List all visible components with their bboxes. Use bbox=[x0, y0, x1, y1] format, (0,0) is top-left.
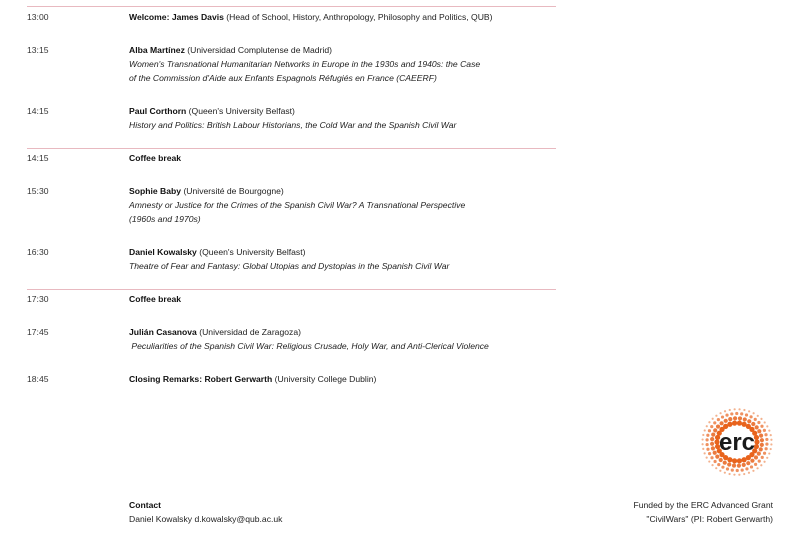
erc-logo-dot bbox=[742, 463, 746, 467]
talk-title: Women's Transnational Humanitarian Networks in Europe in the 1930s and 1940s: the Case of the Commission d'Aide aux Enfants Espagnols Réfugiés en France (CAEERF) bbox=[129, 59, 481, 83]
entry-time: 15:30 bbox=[27, 186, 49, 196]
erc-logo-dot bbox=[748, 472, 750, 474]
erc-logo-dot bbox=[736, 469, 739, 472]
entry-affiliation: (Head of School, History, Anthropology, Philosophy and Politics, QUB) bbox=[223, 12, 493, 22]
erc-logo-dot bbox=[760, 443, 764, 447]
erc-logo-dot bbox=[768, 452, 770, 454]
erc-logo-dot bbox=[740, 412, 743, 415]
erc-logo-dot bbox=[710, 425, 713, 428]
erc-logo-dot bbox=[717, 463, 720, 466]
erc-logo-dot bbox=[734, 408, 736, 410]
entry-affiliation: (Queen's University Belfast) bbox=[186, 106, 295, 116]
erc-logo-dot bbox=[725, 414, 728, 417]
erc-logo-dot bbox=[724, 419, 728, 423]
erc-logo-dot bbox=[711, 446, 715, 450]
erc-logo-dot bbox=[770, 443, 772, 445]
contact-name: Daniel Kowalsky bbox=[129, 514, 193, 524]
erc-logo-dot bbox=[711, 464, 713, 466]
entry-speaker: Julián Casanova bbox=[129, 327, 197, 337]
erc-logo-dot bbox=[770, 448, 772, 450]
erc-logo-dot bbox=[713, 460, 716, 463]
talk-title: Peculiarities of the Spanish Civil War: Religious Crusade, Holy War, and Anti-Clerical Violence bbox=[129, 341, 489, 351]
funding-line-2: "CivilWars" (PI: Robert Gerwarth) bbox=[646, 514, 773, 524]
erc-logo-dot bbox=[748, 410, 750, 412]
erc-logo-dot bbox=[705, 438, 708, 441]
erc-logo-dot bbox=[757, 452, 761, 456]
erc-logo-dot bbox=[704, 452, 706, 454]
erc-logo-dot bbox=[757, 415, 759, 417]
entry-speaker: Welcome: James Davis bbox=[129, 12, 224, 22]
erc-logo-dot bbox=[754, 463, 757, 466]
erc-logo-dot bbox=[759, 447, 763, 451]
entry-time: 17:30 bbox=[27, 294, 49, 304]
erc-logo-dot bbox=[727, 422, 732, 427]
erc-logo-dot bbox=[751, 422, 755, 426]
contact-block bbox=[129, 498, 282, 526]
erc-logo-dot bbox=[708, 429, 711, 432]
erc-logo-dot bbox=[737, 458, 742, 463]
erc-logo-dot bbox=[737, 421, 742, 426]
erc-logo-dot bbox=[712, 418, 714, 420]
entry-speaker: Closing Remarks: Robert Gerwarth bbox=[129, 374, 273, 384]
erc-logo-dot bbox=[706, 425, 708, 427]
erc-logo-dot bbox=[741, 468, 744, 471]
erc-logo-dot bbox=[716, 424, 720, 428]
erc-logo-dot bbox=[750, 459, 754, 463]
erc-logo-dot bbox=[732, 421, 737, 426]
erc-logo-dot bbox=[719, 470, 721, 472]
entry-time: 16:30 bbox=[27, 247, 49, 257]
entry-speaker: Alba Martínez bbox=[129, 45, 185, 55]
erc-logo-dot bbox=[743, 417, 747, 421]
erc-logo-dot bbox=[761, 456, 764, 459]
erc-logo-dot bbox=[766, 425, 768, 427]
erc-logo-dot bbox=[710, 442, 714, 446]
erc-logo-dot bbox=[745, 467, 748, 470]
erc-logo-dot bbox=[724, 472, 726, 474]
erc-logo-dot bbox=[706, 434, 709, 437]
erc-logo-dot bbox=[765, 438, 768, 441]
erc-logo-dot bbox=[701, 443, 703, 445]
erc-logo-dot bbox=[763, 429, 766, 432]
funding-line-1: Funded by the ERC Advanced Grant bbox=[633, 500, 773, 510]
erc-logo-dot bbox=[728, 417, 732, 421]
erc-logo-dot bbox=[708, 421, 710, 423]
erc-logo-dot bbox=[764, 421, 766, 423]
talk-title: Amnesty or Justice for the Crimes of the Spanish Civil War? A Transnational Perspective (1960s and 1970s) bbox=[129, 200, 466, 224]
erc-logo-dot bbox=[765, 443, 768, 446]
erc-logo-dot bbox=[732, 458, 737, 463]
erc-logo-dot bbox=[747, 419, 751, 423]
erc-logo-dot bbox=[763, 461, 765, 463]
erc-logo-dot bbox=[715, 415, 717, 417]
erc-logo-dot bbox=[743, 473, 745, 475]
erc-logo-text: erc bbox=[718, 429, 756, 456]
erc-logo-dot bbox=[733, 474, 735, 476]
erc-logo-dot bbox=[733, 416, 737, 420]
divider-line bbox=[27, 289, 556, 290]
erc-logo-dot bbox=[760, 418, 762, 420]
erc-logo-dot bbox=[738, 408, 740, 410]
erc-logo-dot bbox=[728, 473, 730, 475]
entry-time: 14:15 bbox=[27, 106, 49, 116]
erc-logo-dot bbox=[754, 418, 757, 421]
erc-logo-dot bbox=[760, 425, 763, 428]
erc-logo-dot bbox=[753, 412, 755, 414]
erc-logo-dot bbox=[737, 464, 741, 468]
erc-logo-dot bbox=[713, 451, 717, 455]
erc-logo-dot bbox=[743, 409, 745, 411]
erc-logo-dot bbox=[731, 469, 734, 472]
entry-speaker: Paul Corthorn bbox=[129, 106, 187, 116]
erc-logo-dot bbox=[759, 434, 763, 438]
entry-affiliation: (Universidad de Zaragoza) bbox=[196, 327, 301, 337]
erc-logo-dot bbox=[723, 461, 727, 465]
erc-logo-dot bbox=[717, 418, 720, 421]
erc-logo-dot bbox=[719, 412, 721, 414]
erc-logo-dot bbox=[750, 465, 753, 468]
entry-time: 14:15 bbox=[27, 153, 49, 163]
erc-logo-dot bbox=[735, 412, 738, 415]
talk-title: Theatre of Fear and Fantasy: Global Utopias and Dystopias in the Spanish Civil War bbox=[129, 261, 450, 271]
erc-logo-dot bbox=[704, 429, 706, 431]
entry-speaker: Daniel Kowalsky bbox=[129, 247, 197, 257]
erc-logo-dot bbox=[760, 464, 762, 466]
erc-logo-dot bbox=[754, 439, 759, 444]
entry-time: 17:45 bbox=[27, 327, 49, 337]
erc-logo-dot bbox=[760, 438, 764, 442]
erc-logo-dot bbox=[752, 470, 754, 472]
contact-email[interactable]: d.kowalsky@qub.ac.uk bbox=[194, 514, 283, 524]
entry-affiliation: (Universidad Complutense de Madrid) bbox=[184, 45, 332, 55]
erc-logo-dot bbox=[757, 429, 761, 433]
erc-logo-dot bbox=[711, 433, 715, 437]
erc-logo-dot bbox=[721, 415, 724, 418]
erc-logo-dot bbox=[746, 461, 750, 465]
coffee-break-label: Coffee break bbox=[129, 294, 182, 304]
erc-logo-dot bbox=[706, 443, 709, 446]
funding-note bbox=[553, 498, 773, 526]
erc-logo-dot bbox=[770, 434, 772, 436]
erc-logo-dot bbox=[706, 457, 708, 459]
erc-logo-dot bbox=[738, 474, 740, 476]
erc-logo-dot bbox=[727, 462, 731, 466]
erc-logo-dot bbox=[755, 425, 759, 429]
erc-logo-dot bbox=[708, 452, 711, 455]
erc-logo-dot bbox=[764, 433, 767, 436]
erc-logo-dot bbox=[719, 458, 723, 462]
erc-logo-dot bbox=[749, 415, 752, 418]
entry-speaker: Sophie Baby bbox=[129, 186, 182, 196]
talk-title: History and Politics: British Labour Historians, the Cold War and the Spanish Civil War bbox=[129, 120, 457, 130]
erc-logo-dot bbox=[757, 421, 760, 424]
erc-logo-dot bbox=[724, 410, 726, 412]
entry-time: 13:00 bbox=[27, 12, 49, 22]
erc-logo-dot bbox=[738, 416, 742, 420]
erc-logo-dot bbox=[765, 447, 768, 450]
erc-logo-dot bbox=[708, 460, 710, 462]
erc-logo-dot bbox=[702, 438, 704, 440]
divider-line bbox=[27, 148, 556, 149]
erc-logo-dot bbox=[710, 456, 713, 459]
erc-logo-dot bbox=[768, 430, 770, 432]
erc-logo-dot bbox=[763, 452, 766, 455]
erc-logo bbox=[698, 406, 776, 478]
contact-heading: Contact bbox=[129, 500, 161, 510]
erc-logo-dot bbox=[758, 460, 761, 463]
erc-logo-dot bbox=[715, 467, 717, 469]
erc-logo-dot bbox=[702, 434, 704, 436]
erc-logo-dot bbox=[713, 428, 717, 432]
erc-logo-dot bbox=[732, 463, 736, 467]
erc-logo-dot bbox=[745, 413, 748, 416]
entry-time: 13:15 bbox=[27, 45, 49, 55]
erc-logo-dot bbox=[730, 412, 733, 415]
entry-affiliation: (Université de Bourgogne) bbox=[181, 186, 284, 196]
erc-logo-dot bbox=[721, 466, 724, 469]
erc-logo-dot bbox=[726, 467, 729, 470]
erc-logo-dot bbox=[702, 448, 704, 450]
erc-logo-dot bbox=[713, 421, 716, 424]
entry-time: 18:45 bbox=[27, 374, 49, 384]
erc-logo-dot bbox=[729, 409, 731, 411]
entry-affiliation: (Queen's University Belfast) bbox=[196, 247, 306, 257]
erc-logo-dot bbox=[706, 448, 709, 451]
erc-logo-dot bbox=[766, 457, 768, 459]
coffee-break-label: Coffee break bbox=[129, 153, 182, 163]
erc-logo-dot bbox=[770, 439, 772, 441]
erc-logo-dot bbox=[741, 457, 746, 462]
divider-line bbox=[27, 6, 556, 7]
erc-logo-dot bbox=[719, 421, 723, 425]
entry-affiliation: (University College Dublin) bbox=[272, 374, 377, 384]
erc-logo-dot bbox=[756, 467, 758, 469]
erc-logo-dot bbox=[710, 437, 714, 441]
